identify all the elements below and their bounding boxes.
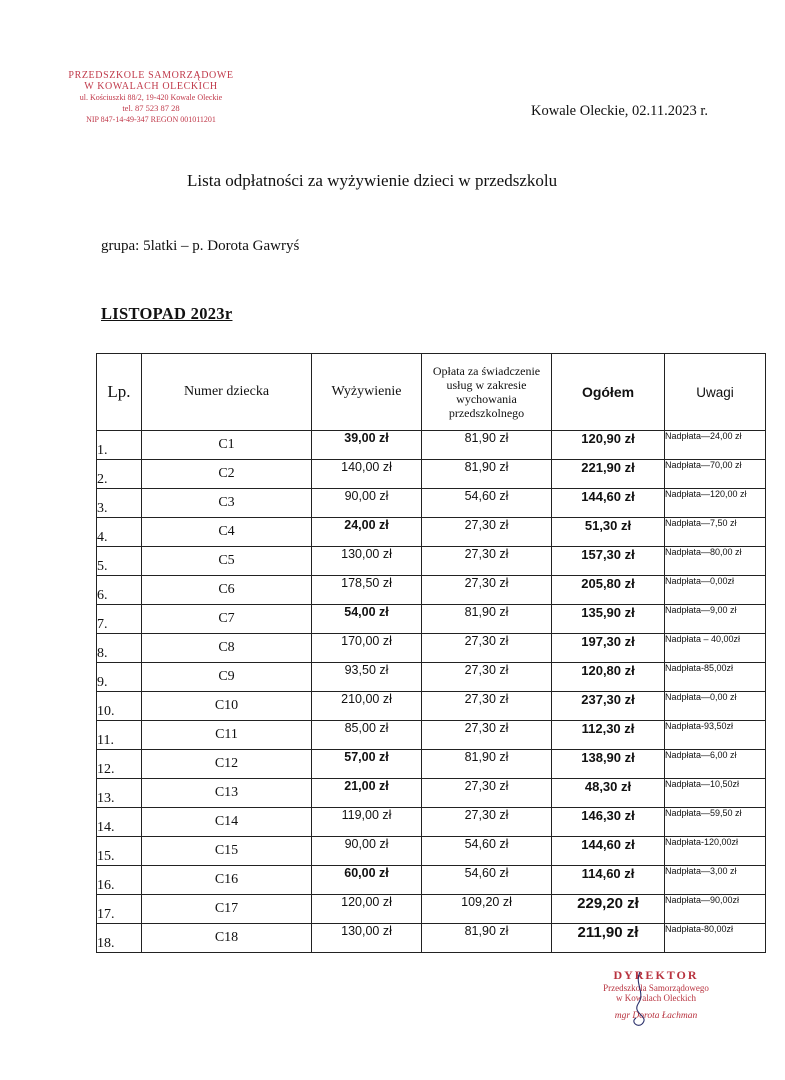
row-fee: 54,60 zł bbox=[422, 489, 552, 518]
table-row bbox=[97, 895, 766, 924]
row-child-number: C5 bbox=[142, 547, 312, 576]
signature-line-1: Przedszkola Samorządowego bbox=[603, 983, 709, 993]
row-note: Nadpłata—6,00 zł bbox=[665, 750, 766, 779]
row-lp: 10. bbox=[97, 692, 142, 721]
row-food-cost: 24,00 zł bbox=[312, 518, 422, 547]
row-note: Nadpłata-85,00zł bbox=[665, 663, 766, 692]
table-row bbox=[97, 489, 766, 518]
row-food-cost: 178,50 zł bbox=[312, 576, 422, 605]
school-stamp bbox=[62, 70, 240, 125]
row-note: Nadpłata—70,00 zł bbox=[665, 460, 766, 489]
header-lp: Lp. bbox=[97, 354, 142, 431]
row-total: 120,90 zł bbox=[552, 431, 665, 460]
row-food-cost: 60,00 zł bbox=[312, 866, 422, 895]
row-fee: 27,30 zł bbox=[422, 779, 552, 808]
row-fee: 27,30 zł bbox=[422, 576, 552, 605]
table-row bbox=[97, 663, 766, 692]
row-fee: 27,30 zł bbox=[422, 692, 552, 721]
row-note: Nadpłata—7,50 zł bbox=[665, 518, 766, 547]
row-child-number: C10 bbox=[142, 692, 312, 721]
row-note: Nadpłata – 40,00zł bbox=[665, 634, 766, 663]
row-lp: 3. bbox=[97, 489, 142, 518]
row-lp: 9. bbox=[97, 663, 142, 692]
row-fee: 54,60 zł bbox=[422, 866, 552, 895]
row-total: 221,90 zł bbox=[552, 460, 665, 489]
row-child-number: C13 bbox=[142, 779, 312, 808]
row-note: Nadpłata-93,50zł bbox=[665, 721, 766, 750]
table-row bbox=[97, 518, 766, 547]
row-total: 114,60 zł bbox=[552, 866, 665, 895]
row-note: Nadpłata-120,00zł bbox=[665, 837, 766, 866]
row-lp: 15. bbox=[97, 837, 142, 866]
row-food-cost: 130,00 zł bbox=[312, 547, 422, 576]
row-food-cost: 130,00 zł bbox=[312, 924, 422, 953]
row-fee: 81,90 zł bbox=[422, 924, 552, 953]
row-note: Nadpłata—10,50zł bbox=[665, 779, 766, 808]
row-note: Nadpłata—80,00 zł bbox=[665, 547, 766, 576]
row-fee: 109,20 zł bbox=[422, 895, 552, 924]
table-row bbox=[97, 837, 766, 866]
row-fee: 27,30 zł bbox=[422, 808, 552, 837]
row-note: Nadpłata-80,00zł bbox=[665, 924, 766, 953]
row-lp: 16. bbox=[97, 866, 142, 895]
row-child-number: C6 bbox=[142, 576, 312, 605]
table-row bbox=[97, 547, 766, 576]
payments-table bbox=[96, 353, 766, 953]
row-child-number: C12 bbox=[142, 750, 312, 779]
stamp-line-4: tel. 87 523 87 28 bbox=[122, 103, 180, 113]
table-row bbox=[97, 605, 766, 634]
row-food-cost: 21,00 zł bbox=[312, 779, 422, 808]
row-child-number: C16 bbox=[142, 866, 312, 895]
stamp-line-2: W KOWALACH OLECKICH bbox=[84, 81, 218, 92]
row-lp: 8. bbox=[97, 634, 142, 663]
signature-name: mgr Dorota Łachman bbox=[614, 1011, 698, 1021]
row-child-number: C4 bbox=[142, 518, 312, 547]
row-note: Nadpłata—59,50 zł bbox=[665, 808, 766, 837]
row-food-cost: 57,00 zł bbox=[312, 750, 422, 779]
row-food-cost: 119,00 zł bbox=[312, 808, 422, 837]
table-row bbox=[97, 721, 766, 750]
row-total: 144,60 zł bbox=[552, 489, 665, 518]
row-fee: 27,30 zł bbox=[422, 663, 552, 692]
header-fee: Opłata za świadczenie usług w zakresie wychowania przedszkolnego bbox=[422, 354, 552, 431]
header-notes: Uwagi bbox=[665, 354, 766, 431]
row-fee: 27,30 zł bbox=[422, 721, 552, 750]
row-note: Nadpłata—90,00zł bbox=[665, 895, 766, 924]
row-total: 48,30 zł bbox=[552, 779, 665, 808]
row-lp: 6. bbox=[97, 576, 142, 605]
header-food: Wyżywienie bbox=[312, 354, 422, 431]
row-total: 229,20 zł bbox=[552, 895, 665, 924]
row-total: 237,30 zł bbox=[552, 692, 665, 721]
table-row bbox=[97, 576, 766, 605]
document-date: Kowale Oleckie, 02.11.2023 r. bbox=[531, 103, 709, 119]
row-child-number: C18 bbox=[142, 924, 312, 953]
group-info: grupa: 5latki – p. Dorota Gawryś bbox=[101, 238, 300, 254]
row-food-cost: 90,00 zł bbox=[312, 837, 422, 866]
row-note: Nadpłata—120,00 zł bbox=[665, 489, 766, 518]
row-food-cost: 85,00 zł bbox=[312, 721, 422, 750]
row-food-cost: 93,50 zł bbox=[312, 663, 422, 692]
row-child-number: C7 bbox=[142, 605, 312, 634]
row-total: 146,30 zł bbox=[552, 808, 665, 837]
row-note: Nadpłata—0,00zł bbox=[665, 576, 766, 605]
row-note: Nadpłata—24,00 zł bbox=[665, 431, 766, 460]
row-fee: 81,90 zł bbox=[422, 605, 552, 634]
director-signature-stamp bbox=[594, 968, 718, 1021]
row-food-cost: 54,00 zł bbox=[312, 605, 422, 634]
table-row bbox=[97, 692, 766, 721]
row-lp: 7. bbox=[97, 605, 142, 634]
row-note: Nadpłata—3,00 zł bbox=[665, 866, 766, 895]
row-child-number: C17 bbox=[142, 895, 312, 924]
row-food-cost: 90,00 zł bbox=[312, 489, 422, 518]
row-food-cost: 120,00 zł bbox=[312, 895, 422, 924]
row-fee: 81,90 zł bbox=[422, 750, 552, 779]
document-title: Lista odpłatności za wyżywienie dzieci w przedszkolu bbox=[187, 171, 558, 190]
stamp-line-3: ul. Kościuszki 88/2, 19-420 Kowale Oleckie bbox=[79, 93, 223, 102]
table-row bbox=[97, 750, 766, 779]
row-child-number: C9 bbox=[142, 663, 312, 692]
row-child-number: C3 bbox=[142, 489, 312, 518]
row-child-number: C14 bbox=[142, 808, 312, 837]
row-note: Nadpłata—9,00 zł bbox=[665, 605, 766, 634]
row-lp: 12. bbox=[97, 750, 142, 779]
row-total: 157,30 zł bbox=[552, 547, 665, 576]
row-total: 138,90 zł bbox=[552, 750, 665, 779]
row-total: 197,30 zł bbox=[552, 634, 665, 663]
row-total: 51,30 zł bbox=[552, 518, 665, 547]
row-lp: 4. bbox=[97, 518, 142, 547]
table-row bbox=[97, 808, 766, 837]
header-number: Numer dziecka bbox=[142, 354, 312, 431]
row-lp: 17. bbox=[97, 895, 142, 924]
row-child-number: C2 bbox=[142, 460, 312, 489]
row-lp: 5. bbox=[97, 547, 142, 576]
signature-title: DYREKTOR bbox=[613, 968, 699, 982]
row-lp: 13. bbox=[97, 779, 142, 808]
stamp-line-1: PRZEDSZKOLE SAMORZĄDOWE bbox=[68, 70, 234, 81]
row-total: 144,60 zł bbox=[552, 837, 665, 866]
row-lp: 14. bbox=[97, 808, 142, 837]
month-heading: LISTOPAD 2023r bbox=[101, 304, 233, 323]
row-lp: 18. bbox=[97, 924, 142, 953]
row-note: Nadpłata—0,00 zł bbox=[665, 692, 766, 721]
row-lp: 11. bbox=[97, 721, 142, 750]
signature-line-2: w Kowalach Oleckich bbox=[616, 993, 696, 1003]
row-food-cost: 210,00 zł bbox=[312, 692, 422, 721]
stamp-line-5: NIP 847-14-49-347 REGON 001011201 bbox=[86, 115, 216, 124]
row-food-cost: 39,00 zł bbox=[312, 431, 422, 460]
row-fee: 27,30 zł bbox=[422, 518, 552, 547]
table-header-row bbox=[97, 354, 766, 431]
row-child-number: C11 bbox=[142, 721, 312, 750]
table-row bbox=[97, 779, 766, 808]
header-total: Ogółem bbox=[552, 354, 665, 431]
row-food-cost: 140,00 zł bbox=[312, 460, 422, 489]
row-food-cost: 170,00 zł bbox=[312, 634, 422, 663]
table-row bbox=[97, 460, 766, 489]
row-child-number: C15 bbox=[142, 837, 312, 866]
table-row bbox=[97, 634, 766, 663]
row-total: 120,80 zł bbox=[552, 663, 665, 692]
row-child-number: C8 bbox=[142, 634, 312, 663]
row-child-number: C1 bbox=[142, 431, 312, 460]
table-row bbox=[97, 866, 766, 895]
row-fee: 81,90 zł bbox=[422, 460, 552, 489]
row-fee: 54,60 zł bbox=[422, 837, 552, 866]
table-row bbox=[97, 431, 766, 460]
row-total: 211,90 zł bbox=[552, 924, 665, 953]
signature-scribble bbox=[620, 970, 660, 1030]
row-fee: 27,30 zł bbox=[422, 547, 552, 576]
row-lp: 1. bbox=[97, 431, 142, 460]
row-fee: 81,90 zł bbox=[422, 431, 552, 460]
row-total: 205,80 zł bbox=[552, 576, 665, 605]
table-row bbox=[97, 924, 766, 953]
row-total: 112,30 zł bbox=[552, 721, 665, 750]
row-lp: 2. bbox=[97, 460, 142, 489]
row-total: 135,90 zł bbox=[552, 605, 665, 634]
row-fee: 27,30 zł bbox=[422, 634, 552, 663]
